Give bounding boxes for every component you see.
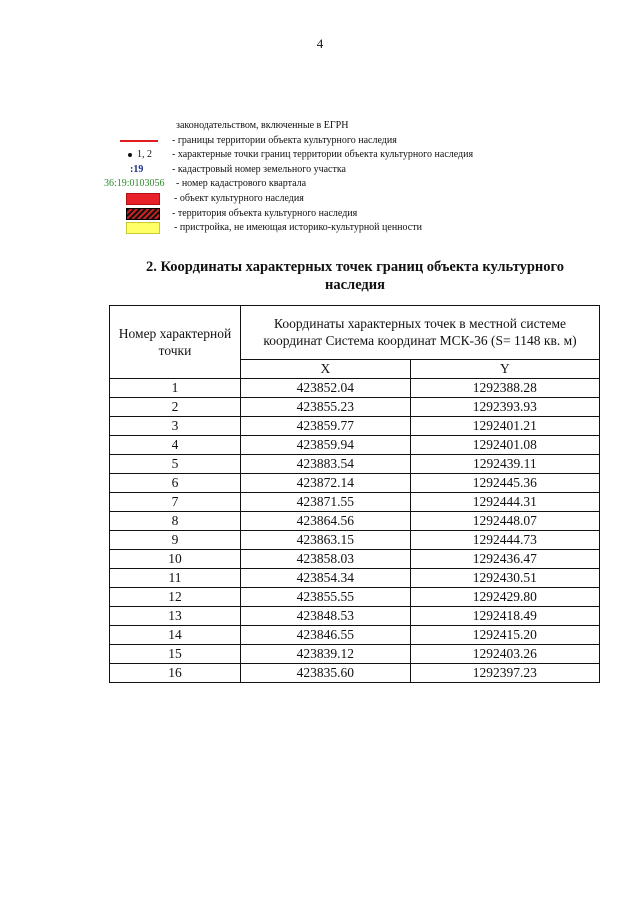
legend-item-text: - территория объекта культурного наследия xyxy=(172,207,358,219)
x-coordinate-cell: 423848.53 xyxy=(241,607,411,626)
table-row xyxy=(110,417,600,436)
y-coordinate-cell: 1292436.47 xyxy=(410,550,599,569)
column-header-number: Номер характерной точки xyxy=(110,306,241,379)
section-heading-line: 2. Координаты характерных точек границ объекта культурного xyxy=(146,259,564,275)
y-coordinate-cell: 1292439.11 xyxy=(410,455,599,474)
legend-item-text: - номер кадастрового квартала xyxy=(176,178,307,190)
yellow-swatch-icon xyxy=(126,222,160,234)
coordinates-table xyxy=(109,305,600,683)
legend-item-text: - границы территории объекта культурного наследия xyxy=(172,134,397,146)
x-coordinate-cell: 423859.77 xyxy=(241,417,411,436)
table-row xyxy=(110,493,600,512)
legend-item-key-text: 1, 2 xyxy=(137,149,152,161)
point-number-cell: 3 xyxy=(110,417,241,436)
legend-item-text: - характерные точки границ территории объекта культурного наследия xyxy=(172,149,474,161)
x-coordinate-cell: 423835.60 xyxy=(241,664,411,683)
y-coordinate-cell: 1292401.08 xyxy=(410,436,599,455)
y-coordinate-cell: 1292403.26 xyxy=(410,645,599,664)
red-line-icon xyxy=(120,140,158,142)
red-swatch-icon xyxy=(126,193,160,205)
x-coordinate-cell: 423854.34 xyxy=(241,569,411,588)
point-number-cell: 7 xyxy=(110,493,241,512)
point-number-cell: 2 xyxy=(110,398,241,417)
point-number-cell: 16 xyxy=(110,664,241,683)
table-row xyxy=(110,664,600,683)
table-row xyxy=(110,436,600,455)
table-row xyxy=(110,512,600,531)
point-number-cell: 15 xyxy=(110,645,241,664)
x-coordinate-cell: 423864.56 xyxy=(241,512,411,531)
table-row xyxy=(110,379,600,398)
y-coordinate-cell: 1292418.49 xyxy=(410,607,599,626)
table-row xyxy=(110,569,600,588)
point-number-cell: 14 xyxy=(110,626,241,645)
column-header-x: X xyxy=(241,359,411,378)
point-number-cell: 5 xyxy=(110,455,241,474)
table-row xyxy=(110,550,600,569)
x-coordinate-cell: 423855.55 xyxy=(241,588,411,607)
section-heading xyxy=(110,258,600,294)
x-coordinate-cell: 423852.04 xyxy=(241,379,411,398)
x-coordinate-cell: 423871.55 xyxy=(241,493,411,512)
table-header-row xyxy=(110,306,600,360)
column-header-coordinates: Координаты характерных точек в местной системе координат Система координат МСК-36 (S= 1148 кв. м) xyxy=(241,306,600,360)
y-coordinate-cell: 1292444.73 xyxy=(410,531,599,550)
x-coordinate-cell: 423872.14 xyxy=(241,474,411,493)
y-coordinate-cell: 1292445.36 xyxy=(410,474,599,493)
y-coordinate-cell: 1292397.23 xyxy=(410,664,599,683)
point-dot-icon xyxy=(128,153,132,157)
x-coordinate-cell: 423863.15 xyxy=(241,531,411,550)
y-coordinate-cell: 1292393.93 xyxy=(410,398,599,417)
x-coordinate-cell: 423859.94 xyxy=(241,436,411,455)
table-row xyxy=(110,626,600,645)
point-number-cell: 11 xyxy=(110,569,241,588)
point-number-cell: 12 xyxy=(110,588,241,607)
y-coordinate-cell: 1292429.80 xyxy=(410,588,599,607)
table-row xyxy=(110,398,600,417)
y-coordinate-cell: 1292388.28 xyxy=(410,379,599,398)
table-row xyxy=(110,588,600,607)
legend-continuation-text: законодательством, включенные в ЕГРН xyxy=(176,120,349,131)
table-row xyxy=(110,455,600,474)
legend-item-key xyxy=(128,148,152,163)
table-row xyxy=(110,531,600,550)
point-number-cell: 8 xyxy=(110,512,241,531)
page-number: 4 xyxy=(316,36,324,51)
column-header-y: Y xyxy=(410,359,599,378)
y-coordinate-cell: 1292444.31 xyxy=(410,493,599,512)
y-coordinate-cell: 1292430.51 xyxy=(410,569,599,588)
y-coordinate-cell: 1292448.07 xyxy=(410,512,599,531)
hatched-swatch-icon xyxy=(126,208,160,220)
x-coordinate-cell: 423883.54 xyxy=(241,455,411,474)
x-coordinate-cell: 423855.23 xyxy=(241,398,411,417)
table-row xyxy=(110,645,600,664)
table-row xyxy=(110,474,600,493)
legend-item-key: 36:19:0103056 xyxy=(104,178,165,190)
point-number-cell: 6 xyxy=(110,474,241,493)
point-number-cell: 4 xyxy=(110,436,241,455)
x-coordinate-cell: 423858.03 xyxy=(241,550,411,569)
point-number-cell: 10 xyxy=(110,550,241,569)
point-number-cell: 9 xyxy=(110,531,241,550)
legend-item-text: - объект культурного наследия xyxy=(174,192,304,204)
legend-item-key: :19 xyxy=(130,163,144,175)
legend-item-text: - кадастровый номер земельного участка xyxy=(172,163,346,175)
y-coordinate-cell: 1292401.21 xyxy=(410,417,599,436)
y-coordinate-cell: 1292415.20 xyxy=(410,626,599,645)
section-heading-line: наследия xyxy=(325,277,385,293)
legend-item-text: - пристройка, не имеющая историко-культурной ценности xyxy=(174,222,422,234)
point-number-cell: 1 xyxy=(110,379,241,398)
x-coordinate-cell: 423846.55 xyxy=(241,626,411,645)
point-number-cell: 13 xyxy=(110,607,241,626)
x-coordinate-cell: 423839.12 xyxy=(241,645,411,664)
table-row xyxy=(110,607,600,626)
